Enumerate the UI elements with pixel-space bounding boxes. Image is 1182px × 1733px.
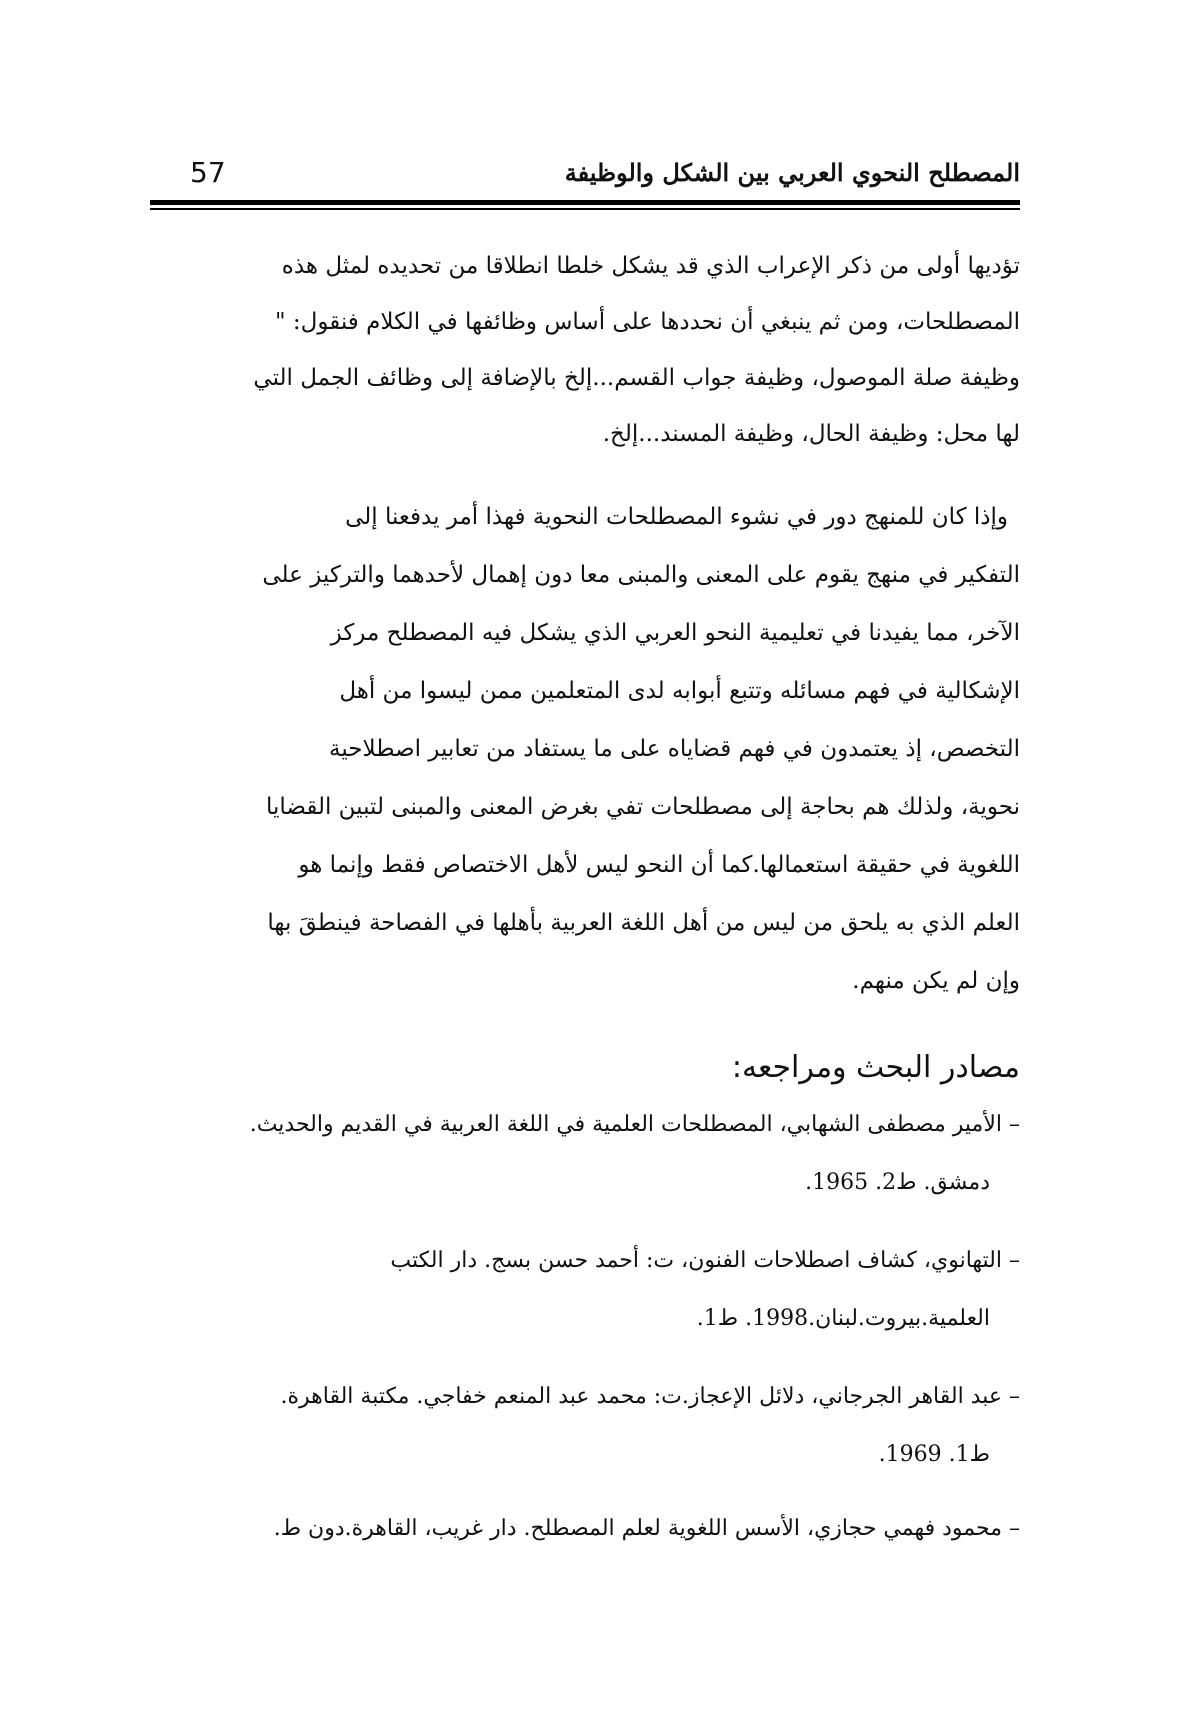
- reference-item: [150, 1096, 1020, 1212]
- body-paragraph-2: [150, 488, 1020, 1010]
- text-line: التخصص، إذ يعتمدون في فهم قضاياه على ما يستفاد من تعابير اصطلاحية: [328, 736, 1020, 762]
- reference-item: [150, 1368, 1020, 1484]
- text-line: وإذا كان للمنهج دور في نشوء المصطلحات النحوية فهذا أمر يدفعنا إلى: [345, 504, 1008, 530]
- text-line: الإشكالية في فهم مسائله وتتبع أبوابه لدى المتعلمين ممن ليسوا من أهل: [339, 678, 1020, 704]
- text-line: اللغوية في حقيقة استعمالها.كما أن النحو ليس لأهل الاختصاص فقط وإنما هو: [298, 852, 1020, 878]
- running-title: المصطلح النحوي العربي بين الشكل والوظيفة: [564, 158, 1020, 187]
- reference-line: – محمود فهمي حجازي، الأسس اللغوية لعلم المصطلح. دار غريب، القاهرة.دون ط.: [273, 1516, 1020, 1541]
- reference-line: – عبد القاهر الجرجاني، دلائل الإعجاز.ت: محمد عبد المنعم خفاجي. مكتبة القاهرة.: [280, 1384, 1020, 1409]
- body-paragraph-1: [150, 238, 1020, 462]
- text-line: الآخر، مما يفيدنا في تعليمية النحو العربي الذي يشكل فيه المصطلح مركز: [330, 620, 1020, 646]
- reference-line: ط1. 1969.: [878, 1442, 990, 1467]
- text-line: تؤديها أولى من ذكر الإعراب الذي قد يشكل خلطا انطلاقا من تحديده لمثل هذه: [281, 253, 1020, 279]
- text-line: وإن لم يكن منهم.: [852, 968, 1020, 994]
- text-line: لها محل: وظيفة الحال، وظيفة المسند...إلخ.: [602, 421, 1020, 447]
- text-line: وظيفة صلة الموصول، وظيفة جواب القسم...إلخ بالإضافة إلى وظائف الجمل التي: [253, 365, 1020, 391]
- reference-line: – التهانوي، كشاف اصطلاحات الفنون، ت: أحمد حسن بسج. دار الكتب: [390, 1248, 1020, 1273]
- page-number: 57: [190, 156, 226, 189]
- reference-item: [150, 1232, 1020, 1348]
- reference-line: العلمية.بيروت.لبنان.1998. ط1.: [696, 1306, 990, 1331]
- page-header: [150, 150, 1020, 198]
- header-rule-thin: [150, 208, 1020, 210]
- references-heading: مصادر البحث ومراجعه:: [731, 1050, 1020, 1085]
- reference-line: – الأمير مصطفى الشهابي، المصطلحات العلمية في اللغة العربية في القديم والحديث.: [249, 1112, 1020, 1137]
- reference-line: دمشق. ط2. 1965.: [805, 1170, 990, 1195]
- text-line: المصطلحات، ومن ثم ينبغي أن نحددها على أساس وظائفها في الكلام فنقول: ": [275, 309, 1020, 335]
- header-rule-thick: [150, 200, 1020, 205]
- text-line: التفكير في منهج يقوم على المعنى والمبنى معا دون إهمال لأحدهما والتركيز على: [262, 562, 1020, 588]
- reference-item: [150, 1500, 1020, 1558]
- text-line: العلم الذي به يلحق من ليس من أهل اللغة العربية بأهلها في الفصاحة فينطقَ بها: [267, 910, 1020, 936]
- text-line: نحوية، ولذلك هم بحاجة إلى مصطلحات تفي بغرض المعنى والمبنى لتبين القضايا: [265, 794, 1020, 820]
